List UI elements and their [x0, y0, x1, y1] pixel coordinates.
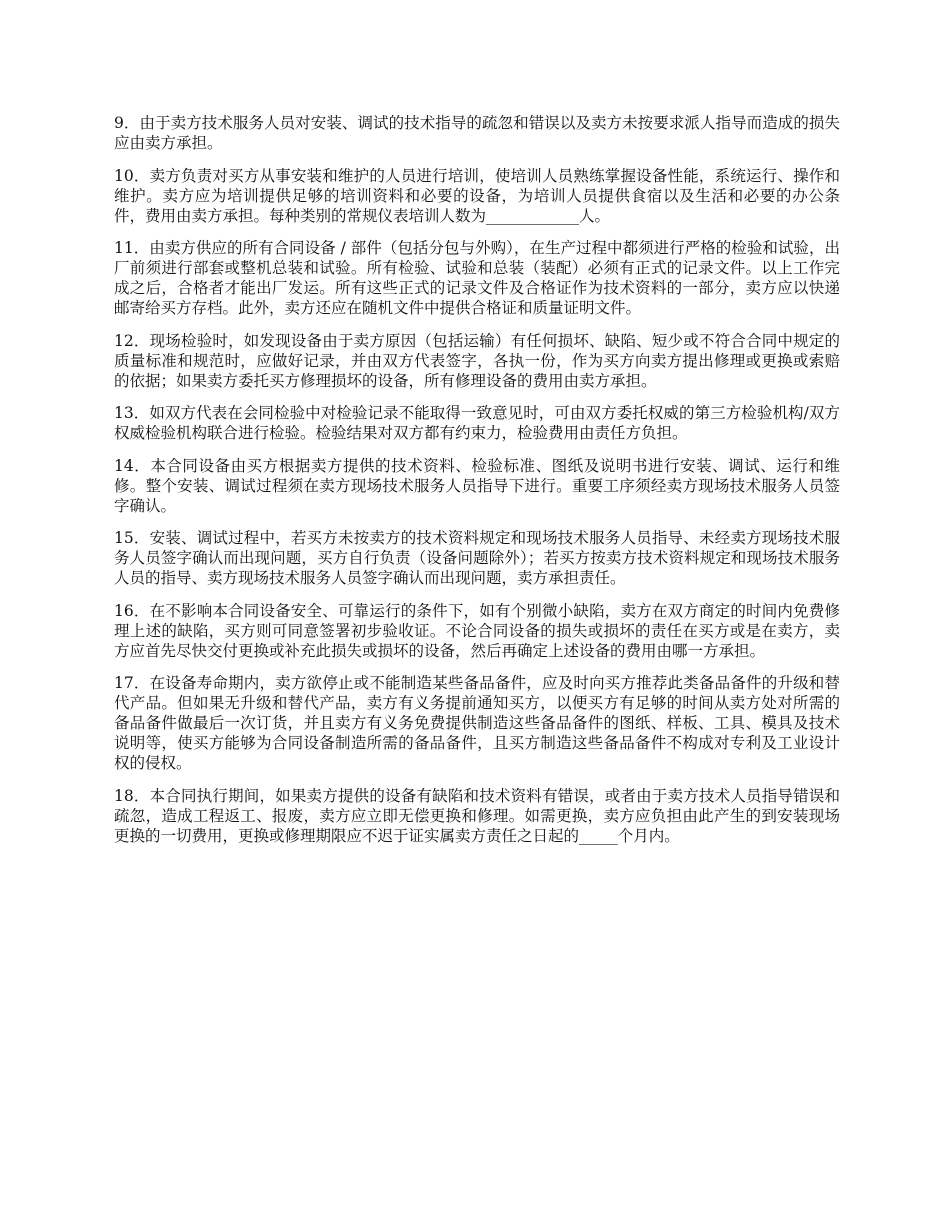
clause-14: 14．本合同设备由买方根据卖方提供的技术资料、检验标准、图纸及说明书进行安装、调试、运行和维修。整个安装、调试过程须在卖方现场技术服务人员指导下进行。重要工序须经卖方现场技术服务人员签字确认。	[114, 456, 840, 515]
document-body	[114, 113, 840, 858]
clause-13: 13．如双方代表在会同检验中对检验记录不能取得一致意见时，可由双方委托权威的第三方检验机构/双方权威检验机构联合进行检验。检验结果对双方都有约束力，检验费用由责任方负担。	[114, 404, 840, 442]
clause-15: 15．安装、调试过程中，若买方未按卖方的技术资料规定和现场技术服务人员指导、未经卖方现场技术服务人员签字确认而出现问题，买方自行负责（设备问题除外）；若买方按卖方技术资料规定和现场技术服务人员的指导、卖方现场技术服务人员签字确认而出现问题，卖方承担责任。	[114, 529, 840, 587]
clause-11: 11．由卖方供应的所有合同设备 / 部件（包括分包与外购），在生产过程中都须进行严格的检验和试验，出厂前须进行部套或整机总装和试验。所有检验、试验和总装（装配）必须有正式的记录文件。以上工作完成之后，合格者才能出厂发运。所有这些正式的记录文件及合格证作为技术资料的一部分，卖方应以快递邮寄给买方存档。此外，卖方还应在随机文件中提供合格证和质量证明文件。	[114, 239, 840, 317]
clause-12: 12．现场检验时，如发现设备由于卖方原因（包括运输）有任何损坏、缺陷、短少或不符合合同中规定的质量标准和规范时，应做好记录，并由双方代表签字，各执一份，作为买方向卖方提出修理或更换或索赔的依据；如果卖方委托买方修理损坏的设备，所有修理设备的费用由卖方承担。	[114, 331, 840, 390]
clause-18: 18．本合同执行期间，如果卖方提供的设备有缺陷和技术资料有错误，或者由于卖方技术人员指导错误和疏忽，造成工程返工、报废，卖方应立即无偿更换和修理。如需更换，卖方应负担由此产生的到安装现场更换的一切费用，更换或修理期限应不迟于证实属卖方责任之日起的_____个月内。	[114, 786, 840, 845]
clause-17: 17．在设备寿命期内，卖方欲停止或不能制造某些备品备件，应及时向买方推荐此类备品备件的升级和替代产品。但如果无升级和替代产品，卖方有义务提前通知买方，以便买方有足够的时间从卖方处对所需的备品备件做最后一次订货，并且卖方有义务免费提供制造这些备品备件的图纸、样板、工具、模具及技术说明等，使买方能够为合同设备制造所需的备品备件，且买方制造这些备品备件不构成对专利及工业设计权的侵权。	[114, 674, 840, 772]
clause-9: 9．由于卖方技术服务人员对安装、调试的技术指导的疏忽和错误以及卖方未按要求派人指导而造成的损失应由卖方承担。	[114, 114, 840, 152]
clause-10: 10．卖方负责对买方从事安装和维护的人员进行培训，使培训人员熟练掌握设备性能，系统运行、操作和维护。卖方应为培训提供足够的培训资料和必要的设备，为培训人员提供食宿以及生活和必要的办公条件，费用由卖方承担。每种类别的常规仪表培训人数为____________人。	[114, 166, 840, 225]
clause-16: 16．在不影响本合同设备安全、可靠运行的条件下，如有个别微小缺陷，卖方在双方商定的时间内免费修理上述的缺陷，买方则可同意签署初步验收证。不论合同设备的损失或损坏的责任在买方或是在卖方，卖方应首先尽快交付更换或补充此损失或损坏的设备，然后再确定上述设备的费用由哪一方承担。	[114, 601, 840, 660]
